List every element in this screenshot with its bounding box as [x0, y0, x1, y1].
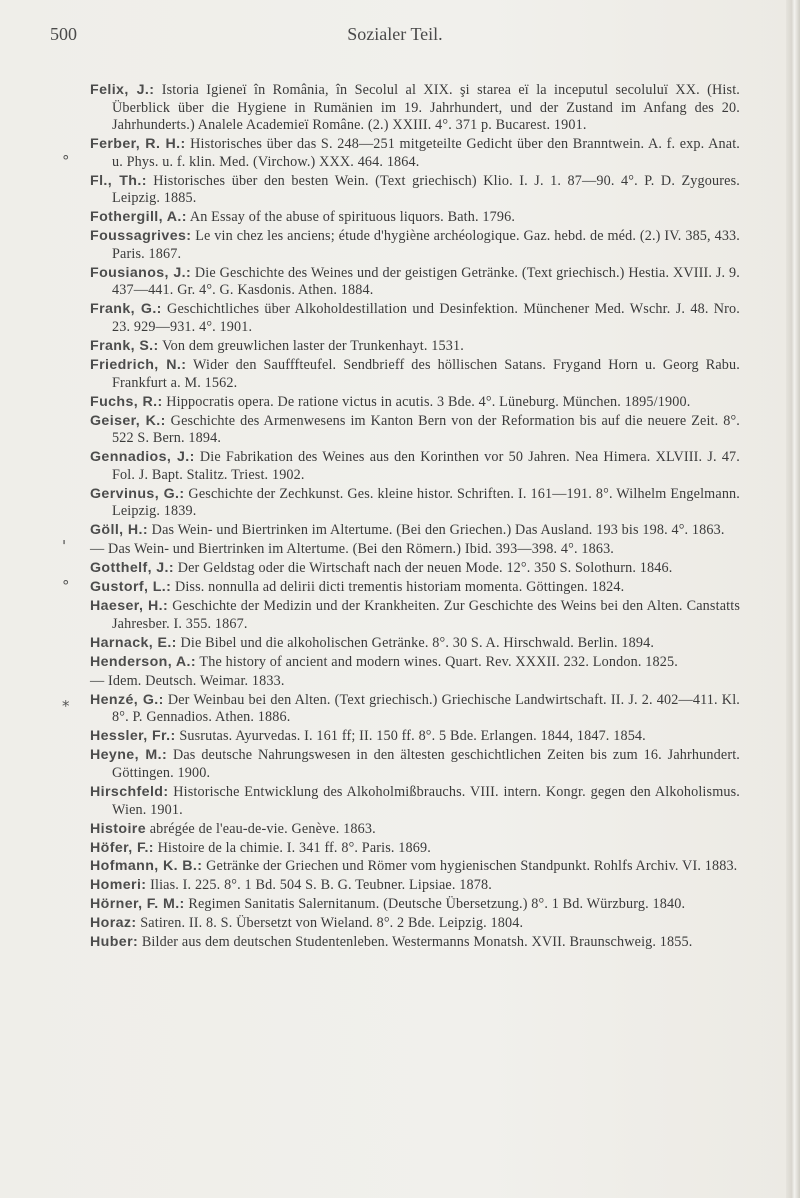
entry-author: Huber:: [90, 934, 139, 951]
bibliography-entry: [90, 858, 740, 876]
bibliography-entry: [90, 747, 740, 782]
bibliography-entry: [90, 915, 740, 933]
entry-author: Hessler, Fr.:: [90, 728, 176, 745]
entry-author: Horaz:: [90, 915, 137, 932]
entry-author: Gotthelf, J.:: [90, 560, 175, 577]
entry-text: Der Weinbau bei den Alten. (Text griechisch.) Griechische Landwirtschaft. II. J. 2. 402—411. Kl. 8°. P. Gennadios. Athen. 1886.: [112, 691, 740, 726]
entry-text: Historische Entwicklung des Alkoholmißbrauchs. VIII. intern. Kongr. gegen den Alkoholismus. Wien. 1901.: [112, 783, 740, 818]
entry-text: Bilder aus dem deutschen Studentenleben. Westermanns Monatsh. XVII. Braunschweig. 1855.: [138, 934, 693, 951]
bibliography-entry: [90, 598, 740, 633]
bibliography-entry: [90, 136, 740, 171]
entry-author: Harnack, E.:: [90, 634, 177, 651]
bibliography-entry: [90, 654, 740, 672]
entry-text: Die Fabrikation des Weines aus den Korinthen vor 50 Jahren. Nea Himera. XLVIII. J. 47. Fol. J. Bapt. Stalitz. Triest. 1902.: [112, 449, 740, 483]
entry-author: Friedrich, N.:: [90, 357, 187, 374]
entry-dash: —: [90, 672, 109, 689]
bibliography-entry: [90, 228, 740, 263]
entry-author: Fl., Th.:: [90, 172, 147, 189]
entry-text: Idem. Deutsch. Weimar. 1833.: [108, 672, 285, 689]
entry-author: Göll, H.:: [90, 522, 148, 539]
entry-author: Gennadios, J.:: [90, 449, 195, 466]
bibliography-entry: [90, 728, 740, 746]
bibliography-entry: [90, 579, 740, 597]
bibliography-entry: [90, 209, 740, 227]
entry-author: Frank, S.:: [90, 338, 159, 355]
entry-author: Felix, J.:: [90, 82, 155, 98]
entry-text: Hippocratis opera. De ratione victus in acutis. 3 Bde. 4°. Lüneburg. München. 1895/1900.: [162, 393, 691, 410]
entry-text: Der Geldstag oder die Wirtschaft nach der neuen Mode. 12°. 350 S. Solothurn. 1846.: [174, 560, 673, 577]
margin-mark: ': [62, 537, 67, 555]
entry-text: An Essay of the abuse of spirituous liquors. Bath. 1796.: [186, 209, 516, 226]
page-header: [50, 24, 740, 48]
entry-text: Getränke der Griechen und Römer vom hygienischen Standpunkt. Rohlfs Archiv. VI. 1883.: [202, 858, 738, 875]
page-edge-shadow: [786, 0, 800, 1198]
entry-text: Wider den Saufffteufel. Sendbrieff des höllischen Satans. Frygand Horn u. Georg Rabu. Frankfurt a. M. 1562.: [112, 357, 740, 391]
margin-mark: *: [62, 697, 70, 715]
bibliography-entry: [90, 821, 740, 839]
entry-text: Geschichte des Armenwesens im Kanton Bern von der Reformation bis auf die neuere Zeit. 8°. 522 S. Bern. 1894.: [112, 412, 740, 447]
bibliography-entry: [90, 394, 740, 412]
bibliography-entry: [90, 560, 740, 578]
entry-author: Haeser, H.:: [90, 598, 169, 615]
entry-text: Le vin chez les anciens; étude d'hygiène archéologique. Gaz. hebd. de méd. (2.) IV. 385, 433. Paris. 1867.: [112, 228, 740, 262]
entry-text: Ilias. I. 225. 8°. 1 Bd. 504 S. B. G. Teubner. Lipsiae. 1878.: [146, 877, 492, 894]
page-number: 500: [50, 24, 77, 44]
bibliography-entry: [90, 784, 740, 819]
entry-author: Gervinus, G.:: [90, 485, 185, 502]
running-title: Sozialer Teil.: [347, 24, 443, 44]
bibliography-entry: [90, 413, 740, 448]
entry-text: Die Bibel und die alkoholischen Getränke. 8°. 30 S. A. Hirschwald. Berlin. 1894.: [176, 634, 655, 651]
entry-text: abrégée de l'eau-de-vie. Genève. 1863.: [146, 820, 376, 837]
entry-text: Das deutsche Nahrungswesen in den ältesten geschichtlichen Zeiten bis zum 16. Jahrhundert. Göttingen. 1900.: [112, 747, 740, 781]
bibliography-entry: [90, 635, 740, 653]
entry-text: Geschichte der Zechkunst. Ges. kleine histor. Schriften. I. 161—191. 8°. Wilhelm Engelmann. Leipzig. 1839.: [112, 485, 740, 520]
entry-author: Frank, G.:: [90, 301, 162, 318]
entry-author: Histoire: [90, 820, 147, 837]
entry-author: Höfer, F.:: [90, 839, 154, 856]
entry-author: Fousianos, J.:: [90, 264, 192, 281]
entry-text: Geschichte der Medizin und der Krankheiten. Zur Geschichte des Weins bei den Alten. Canstatts Jahresber. I. 355. 1867.: [112, 598, 740, 632]
entry-author: Hofmann, K. B.:: [90, 858, 203, 875]
entry-dash: —: [90, 541, 109, 558]
entry-text: Istoria Igieneï în România, în Secolul al XIX. şi starea eï la inceputul secoluluï XX. (Hist. Überblick über die Hygiene in Rumänien im 19. Jahrhundert, und der Zustand im Anfang des 20. Jahrhunderts.) Analele Academieï Române. (2.) XXIII. 4°. 371 p. Bucarest. 1901.: [112, 82, 740, 134]
entry-author: Hörner, F. M.:: [90, 896, 185, 913]
entry-text: Geschichtliches über Alkoholdestillation und Desinfektion. Münchener Med. Wschr. J. 48. Nro. 23. 929—931. 4°. 1901.: [112, 301, 740, 336]
bibliography-entry: [90, 338, 740, 356]
bibliography-entry: [90, 357, 740, 392]
entry-text: Regimen Sanitatis Salernitanum. (Deutsche Übersetzung.) 8°. 1 Bd. Würzburg. 1840.: [184, 896, 686, 913]
entry-text: Historisches über das S. 248—251 mitgeteilte Gedicht über den Branntwein. A. f. exp. Anat. u. Phys. u. f. klin. Med. (Virchow.) XXX. 464. 1864.: [112, 136, 740, 170]
entry-text: Die Geschichte des Weines und der geistigen Getränke. (Text griechisch.) Hestia. XVIII. J. 9. 437—441. Gr. 4°. G. Kasdonis. Athen. 1884.: [112, 264, 740, 299]
bibliography-entry: [90, 522, 740, 540]
entry-author: Geiser, K.:: [90, 412, 166, 429]
entry-text: Das Wein- und Biertrinken im Altertume. (Bei den Römern.) Ibid. 393—398. 4°. 1863.: [108, 541, 615, 558]
bibliography-entry: [90, 173, 740, 208]
entry-author: Henzé, G.:: [90, 691, 164, 708]
bibliography-entry: [90, 486, 740, 521]
entry-author: Ferber, R. H.:: [90, 136, 186, 153]
bibliography-entry: [90, 82, 740, 135]
entry-text: The history of ancient and modern wines. Quart. Rev. XXXII. 232. London. 1825.: [195, 653, 678, 670]
bibliography-entry: [90, 840, 740, 858]
entry-text: Satiren. II. 8. S. Übersetzt von Wieland. 8°. 2 Bde. Leipzig. 1804.: [136, 915, 524, 932]
bibliography-entry: [90, 896, 740, 914]
bibliography-entry: [90, 449, 740, 484]
bibliography-entry: [90, 673, 740, 691]
entry-text: Das Wein- und Biertrinken im Altertume. (Bei den Griechen.) Das Ausland. 193 bis 198. 4°. 1863.: [147, 522, 725, 539]
entry-author: Fuchs, R.:: [90, 393, 163, 410]
entry-text: Historisches über den besten Wein. (Text griechisch) Klio. I. J. 1. 87—90. 4°. P. D. Zygoures. Leipzig. 1885.: [112, 172, 740, 207]
bibliography-entry: [90, 301, 740, 336]
entry-author: Fothergill, A.:: [90, 209, 187, 226]
entry-author: Heyne, M.:: [90, 747, 168, 764]
entry-author: Hirschfeld:: [90, 783, 169, 800]
bibliography-entry: [90, 934, 740, 952]
bibliography-entry: [90, 265, 740, 300]
margin-mark: °: [62, 577, 70, 595]
entry-text: Susrutas. Ayurvedas. I. 161 ff; II. 150 ff. 8°. 5 Bde. Erlangen. 1844, 1847. 1854.: [175, 728, 646, 745]
entry-author: Homeri:: [90, 877, 147, 894]
entry-author: Foussagrives:: [90, 228, 192, 245]
entry-author: Henderson, A.:: [90, 653, 196, 670]
bibliography-list: [90, 82, 740, 953]
bibliography-entry: [90, 877, 740, 895]
margin-mark: °: [62, 152, 70, 170]
entry-text: Von dem greuwlichen laster der Trunkenhayt. 1531.: [158, 338, 464, 355]
entry-text: Diss. nonnulla ad delirii dicti trementis historiam momenta. Göttingen. 1824.: [171, 579, 625, 596]
bibliography-entry: [90, 692, 740, 727]
bibliography-entry: [90, 541, 740, 559]
entry-author: Gustorf, L.:: [90, 579, 172, 596]
entry-text: Histoire de la chimie. I. 341 ff. 8°. Paris. 1869.: [153, 839, 431, 856]
